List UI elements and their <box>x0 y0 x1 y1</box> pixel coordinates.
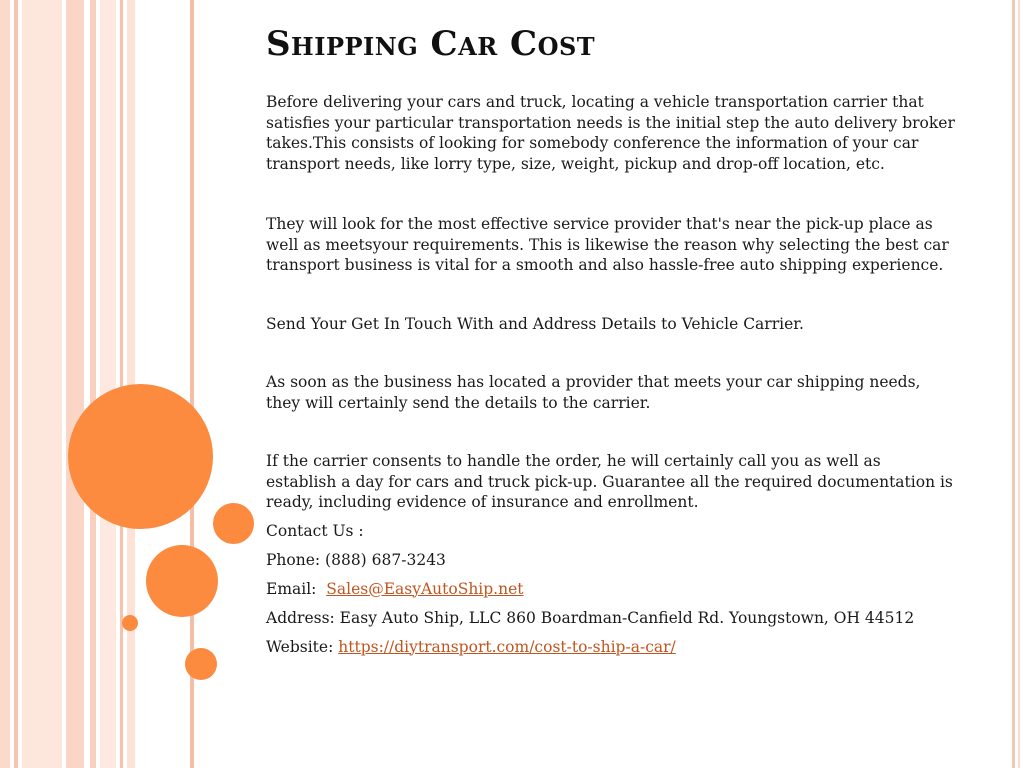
stripe <box>22 0 62 768</box>
contact-email-row <box>266 579 956 600</box>
contact-address: Address: Easy Auto Ship, LLC 860 Boardman-Canfield Rd. Youngstown, OH 44512 <box>266 608 915 627</box>
website-label: Website: <box>266 637 334 656</box>
right-border-line <box>1012 0 1015 768</box>
decorative-circle <box>185 648 217 680</box>
website-link[interactable]: https://diytransport.com/cost-to-ship-a-car/ <box>338 637 676 656</box>
stripe <box>100 0 116 768</box>
stripe <box>90 0 96 768</box>
paragraph-carrier: If the carrier consents to handle the order, he will certainly call you as well as establish a day for cars and truck pick-up. Guarantee all the required documentation is ready, including evidence of insurance and enrollment. <box>266 452 953 511</box>
stripe <box>120 0 123 768</box>
paragraph-located: As soon as the business has located a provider that meets your car shipping needs, they will certainly send the details to the carrier. <box>266 373 921 412</box>
contact-heading: Contact Us : <box>266 521 364 540</box>
page-title: Shipping Car Cost <box>266 24 596 64</box>
stripe <box>0 0 10 768</box>
email-link[interactable]: Sales@EasyAutoShip.net <box>326 579 524 598</box>
paragraph-intro: Before delivering your cars and truck, locating a vehicle transportation carrier that satisfies your particular transportation needs is the initial step the auto delivery broker takes.This consists of looking for somebody conference the information of your car transport needs, like lorry type, size, weight, pickup and drop-off location, etc. <box>266 93 955 173</box>
slide-content <box>266 24 956 666</box>
stripe <box>14 0 18 768</box>
paragraph-provider: They will look for the most effective service provider that's near the pick-up place as well as meetsyour requirements. This is likewise the reason why selecting the best car transport business is vital for a smooth and also hassle-free auto shipping experience. <box>266 215 949 274</box>
decorative-circle <box>146 545 218 617</box>
contact-website-row <box>266 637 956 658</box>
paragraph-send-details: Send Your Get In Touch With and Address Details to Vehicle Carrier. <box>266 314 804 333</box>
email-label: Email: <box>266 579 317 598</box>
decorative-circle <box>213 503 254 544</box>
decorative-stripes <box>0 0 200 768</box>
contact-phone: Phone: (888) 687-3243 <box>266 550 446 569</box>
stripe <box>66 0 84 768</box>
right-border-line <box>1018 0 1020 768</box>
decorative-circle <box>122 615 138 631</box>
decorative-circle <box>68 384 213 529</box>
